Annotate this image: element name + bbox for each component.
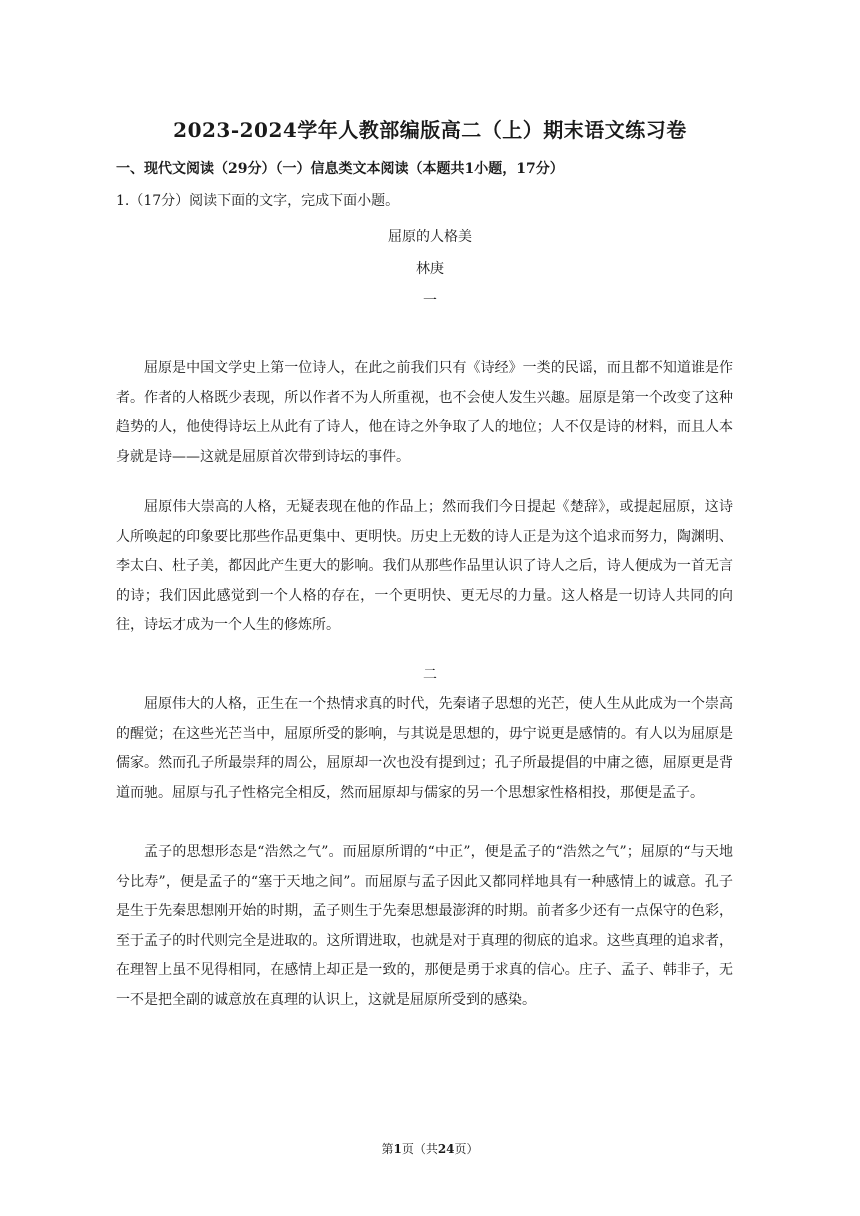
paragraph-3: 屈原伟大的人格，正生在一个热情求真的时代，先秦诸子思想的光芒，使人生从此成为一个崇高的醒觉；在这些光芒当中，屈原所受的影响，与其说是思想的，毋宁说更是感情的。有人以为屈原是儒家。然而孔子所最崇拜的周公，屈原却一次也没有提到过；孔子所最提倡的中庸之德，屈原更是背道而驰。屈原与孔子性格完全相反，然而屈原却与儒家的另一个思想家性格相投，那便是孟子。 [116,696,733,801]
footer-page-number: 1 [393,1142,402,1156]
article-title: 屈原的人格美 [388,229,472,245]
footer-prefix: 第 [381,1142,394,1156]
paragraph-1: 屈原是中国文学史上第一位诗人，在此之前我们只有《诗经》一类的民谣，而且都不知道谁是作者。作者的人格既少表现，所以作者不为人所重视，也不会使人发生兴趣。屈原是第一个改变了这种趋势的人，他使得诗坛上从此有了诗人，他在诗之外争取了人的地位；人不仅是诗的材料，而且人本身就是诗——这就是屈原首次带到诗坛的事件。 [116,360,733,465]
part-one-marker: 一 [423,293,437,309]
footer-suffix: 页） [454,1142,479,1156]
question-stem: 1.（17分）阅读下面的文字，完成下面小题。 [116,193,400,209]
page-footer [0,1140,860,1157]
exam-title: 2023-2024学年人教部编版高二（上）期末语文练习卷 [173,118,687,142]
footer-middle: 页（共 [401,1142,438,1156]
footer-total-pages: 24 [437,1142,455,1156]
section-heading: 一、现代文阅读（29分）（一）信息类文本阅读（本题共1小题，17分） [116,161,564,177]
paragraph-2: 屈原伟大崇高的人格，无疑表现在他的作品上；然而我们今日提起《楚辞》，或提起屈原，这诗人所唤起的印象要比那些作品更集中、更明快。历史上无数的诗人正是为这个追求而努力，陶渊明、李太白、杜子美，都因此产生更大的影响。我们从那些作品里认识了诗人之后，诗人便成为一首无言的诗；我们因此感觉到一个人格的存在，一个更明快、更无尽的力量。这人格是一切诗人共同的向往，诗坛才成为一个人生的修炼所。 [116,499,733,634]
part-two-marker: 二 [423,667,437,683]
article-author: 林庚 [416,261,444,277]
paragraph-4: 孟子的思想形态是“浩然之气”。而屈原所谓的“中正”，便是孟子的“浩然之气”；屈原的“与天地兮比寿”，便是孟子的“塞于天地之间”。而屈原与孟子因此又都同样地具有一种感情上的诚意。孔子是生于先秦思想刚开始的时期，孟子则生于先秦思想最澎湃的时期。前者多少还有一点保守的色彩，至于孟子的时代则完全是进取的。这所谓进取，也就是对于真理的彻底的追求。这些真理的追求者，在理智上虽不见得相同，在感情上却正是一致的，那便是勇于求真的信心。庄子、孟子、韩非子，无一不是把全副的诚意放在真理的认识上，这就是屈原所受到的感染。 [116,844,733,1008]
